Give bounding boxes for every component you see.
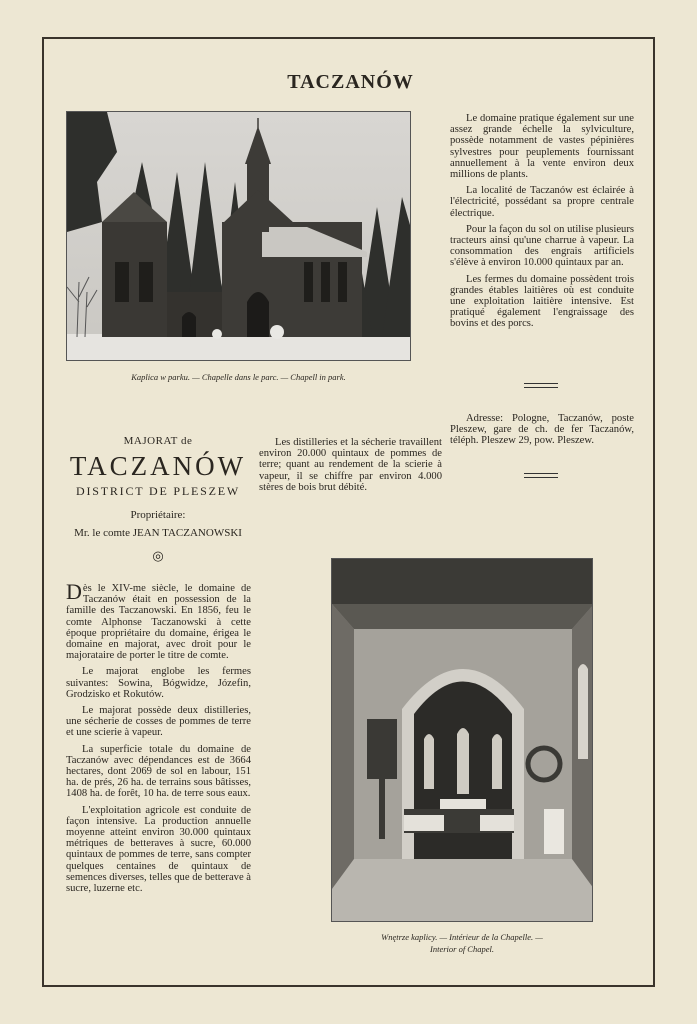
left-paragraph: Le majorat possède deux distilleries, une sécherie de cosses de pommes de terre et une scierie à vapeur. (66, 705, 251, 739)
middle-paragraph: Les distilleries et la sécherie travaillent environ 20.000 quintaux de pommes de terre; quant au rendement de la scierie à vapeur, il se chiffre par environ 4.000 stères de bois brut débité. (259, 437, 442, 493)
right-column (450, 113, 634, 335)
middle-column (259, 437, 442, 498)
right-paragraph: La localité de Taczanów est éclairée à l'électricité, possédant sa propre centrale électrique. (450, 185, 634, 219)
left-column (66, 579, 252, 899)
chapel-interior-caption (324, 931, 600, 955)
left-paragraph: La superficie totale du domaine de Taczanów avec dépendances est de 3664 hectares, dont 2069 de sol en labour, 151 ha. de prés, 26 ha. de terrains sous bâtisses, 1408 ha. de forêt, 10 ha. de terre sous eaux. (66, 743, 251, 800)
address-block (450, 413, 634, 452)
majorat-heading (58, 435, 258, 564)
chapel-interior-illustration (332, 559, 593, 922)
section-divider (524, 473, 558, 478)
history-paragraph (66, 579, 251, 662)
ornament-icon: ◎ (152, 548, 164, 563)
district-label: DISTRICT DE PLESZEW (76, 484, 240, 498)
chapel-exterior-photo (66, 111, 411, 361)
history-text: ès le XIV-me siècle, le domaine de Taczanów était en possession de la famille des Taczanowski. En 1856, feu le comte Alphonse Taczanowski à cette époque propriétaire du domaine, érigea le domaine en majorat, avec droit pour le majorataire de porter le titre de comte. (66, 583, 251, 662)
page-title: TACZANÓW (287, 71, 414, 93)
majorat-label: MAJORAT de (123, 435, 193, 447)
right-paragraph: Le domaine pratique également sur une assez grande échelle la sylviculture, possède notamment de vastes pépinières sylvestres pour peuplements fournissant annuellement à la vente environ deux millions de plants. (450, 113, 634, 181)
section-divider (524, 383, 558, 388)
chapel-interior-photo (331, 558, 593, 922)
chapel-exterior-illustration (67, 112, 411, 361)
owner-name: Mr. le comte JEAN TACZANOWSKI (74, 527, 242, 539)
left-paragraph: Le majorat englobe les fermes suivantes: Sowina, Bógwidze, Józefin, Grodzisko et Rokutów. (66, 666, 251, 700)
chapel-exterior-caption: Kaplica w parku. — Chapelle dans le parc. — Chapell in park. (131, 372, 346, 382)
estate-name: TACZANÓW (69, 451, 247, 481)
right-paragraph: Pour la façon du sol on utilise plusieurs tracteurs ainsi qu'une charrue à vapeur. La consommation des engrais artificiels s'élève à environ 10.000 quintaux par an. (450, 223, 634, 269)
proprietaire-label: Propriétaire: (130, 509, 186, 521)
address-text: Adresse: Pologne, Taczanów, poste Pleszew, gare de ch. de fer Taczanów, téléph. Pleszew 29, pow. Pleszew. (450, 413, 634, 447)
left-paragraph: L'exploitation agricole est conduite de façon intensive. La production annuelle moyenne atteint environ 30.000 quintaux métriques de betteraves à sucre, 60.000 quintaux de pommes de terre, sans compter quelques centaines de quintaux de semences diverses, telles que de betterave à sucre, luzerne etc. (66, 804, 252, 895)
right-paragraph: Les fermes du domaine possèdent trois grandes étables laitières où est conduite une exploitation laitière intensive. Est pratiqué également l'engraissage des bovins et des porcs. (450, 273, 634, 330)
interior-caption-line2: Interior of Chapel. (430, 944, 494, 954)
page-frame (42, 37, 655, 987)
interior-caption-line1: Wnętrze kaplicy. — Intérieur de la Chapelle. — (381, 932, 543, 942)
dropcap-letter: D (66, 579, 82, 604)
